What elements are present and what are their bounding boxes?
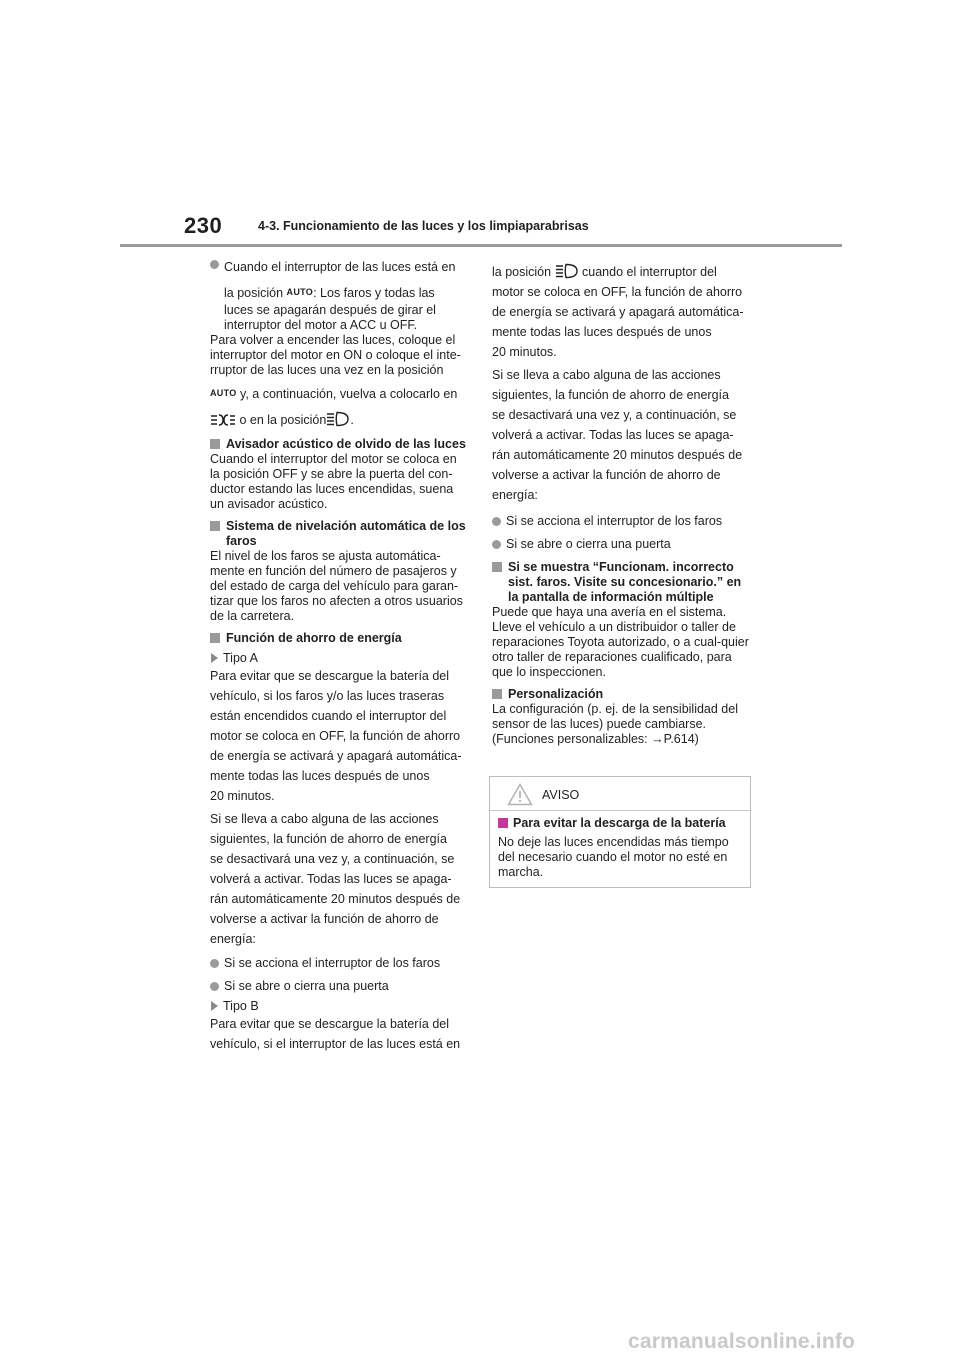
text-line: siguientes, la función de ahorro de energía bbox=[210, 832, 447, 846]
paragraph: Puede que haya una avería en el sistema. Lleve el vehículo a un distribuidor o taller de reparaciones Toyota autorizado, o a cual-quier otro taller de reparaciones cualificado, para que lo inspeccionen. bbox=[492, 605, 749, 679]
text-line: siguientes, la función de ahorro de energía bbox=[492, 388, 729, 402]
text-line: están encendidos cuando el interruptor del bbox=[210, 709, 447, 723]
right-column bbox=[492, 262, 750, 747]
paragraph bbox=[210, 809, 468, 949]
text-line: mente todas las luces después de unos bbox=[210, 769, 430, 783]
square-bullet-icon bbox=[210, 633, 220, 643]
square-bullet-icon bbox=[492, 562, 502, 572]
parking-lights-icon bbox=[210, 413, 236, 427]
warning-label: AVISO bbox=[542, 788, 580, 802]
auto-position-icon: AUTO bbox=[286, 287, 314, 297]
heading-text: Si se muestra “Funcionam. incorrecto sist. faros. Visite su concesionario.” en la pantalla de información múltiple bbox=[508, 560, 742, 604]
warning-header bbox=[490, 777, 750, 811]
section-heading bbox=[492, 687, 750, 702]
sub-heading-text: Tipo B bbox=[223, 999, 259, 1013]
triangle-bullet-icon bbox=[211, 653, 218, 663]
heading-text: Avisador acústico de olvido de las luces bbox=[226, 437, 466, 451]
bullet-dot-icon bbox=[492, 540, 501, 549]
sub-heading bbox=[210, 999, 468, 1014]
text-line: rán automáticamente 20 minutos después de bbox=[210, 892, 461, 906]
text-line: volverá a activar. Todas las luces se apaga- bbox=[492, 428, 734, 442]
heading-text: Sistema de nivelación automática de los faros bbox=[226, 519, 466, 548]
text-fragment: la posición bbox=[224, 286, 287, 300]
text-fragment: : Los faros y todas las bbox=[313, 286, 435, 300]
sub-heading-text: Tipo A bbox=[223, 651, 258, 665]
warning-heading bbox=[498, 816, 744, 831]
paragraph-line bbox=[492, 262, 750, 282]
bullet-continuation: luces se apagarán después de girar el interruptor del motor a ACC u OFF. bbox=[224, 303, 436, 332]
text-line: 20 minutos. bbox=[492, 345, 557, 359]
square-bullet-icon bbox=[210, 439, 220, 449]
warning-triangle-icon bbox=[507, 783, 533, 806]
bullet-item bbox=[210, 257, 468, 277]
header-divider bbox=[120, 244, 842, 247]
text-line: motor se coloca en OFF, la función de ahorro bbox=[210, 729, 461, 743]
bullet-item bbox=[492, 514, 750, 529]
bullet-dot-icon bbox=[210, 260, 219, 269]
bullet-item bbox=[492, 537, 750, 552]
headlight-icon bbox=[326, 411, 350, 427]
text-line: mente todas las luces después de unos bbox=[492, 325, 712, 339]
bullet-text: Si se acciona el interruptor de los faros bbox=[224, 956, 441, 970]
text-fragment: y, a continuación, vuelva a colocarlo en bbox=[236, 387, 458, 401]
paragraph bbox=[492, 365, 750, 505]
text-line: volverse a activar la función de ahorro de bbox=[492, 468, 721, 482]
auto-position-icon: AUTO bbox=[210, 388, 237, 398]
headlight-icon bbox=[555, 263, 579, 279]
text-line: se desactivará una vez y, a continuación, se bbox=[210, 852, 455, 866]
bullet-continuation bbox=[210, 282, 468, 303]
paragraph: Cuando el interruptor del motor se coloca en la posición OFF y se abre la puerta del con-ductor estando las luces encendidas, suena un avisador acústico. bbox=[210, 452, 457, 511]
paragraph: La configuración (p. ej. de la sensibilidad del sensor de las luces) puede cambiarse. (Funciones personalizables: →P.614) bbox=[492, 702, 738, 746]
bullet-dot-icon bbox=[210, 982, 219, 991]
bullet-text: Si se abre o cierra una puerta bbox=[224, 979, 389, 993]
section-heading bbox=[210, 519, 468, 549]
paragraph bbox=[210, 1014, 468, 1054]
text-line: de energía se activará y apagará automática- bbox=[210, 749, 462, 763]
text-line: 20 minutos. bbox=[210, 789, 275, 803]
section-heading bbox=[210, 631, 468, 646]
text-line: energía: bbox=[210, 932, 256, 946]
section-heading bbox=[492, 560, 750, 605]
text-line: de energía se activará y apagará automática- bbox=[492, 305, 744, 319]
text-line: Si se lleva a cabo alguna de las acciones bbox=[210, 812, 439, 826]
text-fragment: la posición bbox=[492, 265, 555, 279]
paragraph: El nivel de los faros se ajusta automática-mente en función del número de pasajeros y del estado de carga del vehículo para garan-tizar que los faros no afecten a otros usuarios de la carretera. bbox=[210, 549, 463, 623]
text-line: energía: bbox=[492, 488, 538, 502]
paragraph-line bbox=[210, 410, 468, 430]
warning-body bbox=[490, 811, 750, 880]
site-watermark: carmanualsonline.info bbox=[628, 1330, 856, 1353]
bullet-item bbox=[210, 979, 468, 994]
square-bullet-icon bbox=[492, 689, 502, 699]
paragraph bbox=[210, 666, 468, 806]
text-line: vehículo, si los faros y/o las luces traseras bbox=[210, 689, 445, 703]
bullet-text: Cuando el interruptor de las luces está en bbox=[224, 260, 456, 274]
warning-text: No deje las luces encendidas más tiempo del necesario cuando el motor no esté en marcha. bbox=[498, 835, 729, 879]
heading-text: Personalización bbox=[508, 687, 604, 701]
paragraph-line bbox=[210, 383, 468, 404]
heading-text: Función de ahorro de energía bbox=[226, 631, 402, 645]
bullet-text: Si se acciona el interruptor de los faros bbox=[506, 514, 723, 528]
text-line: Para evitar que se descargue la batería del bbox=[210, 669, 450, 683]
text-line: vehículo, si el interruptor de las luces está en bbox=[210, 1037, 461, 1051]
text-line: volverse a activar la función de ahorro de bbox=[210, 912, 439, 926]
heading-text: Para evitar la descarga de la batería bbox=[513, 816, 726, 830]
paragraph: Para volver a encender las luces, coloque el interruptor del motor en ON o coloque el inte-rruptor de las luces una vez en la posición bbox=[210, 333, 461, 377]
left-column bbox=[210, 257, 468, 1054]
text-fragment: o en la posición bbox=[236, 413, 327, 427]
text-fragment: cuando el interruptor del bbox=[578, 265, 717, 279]
bullet-text: Si se abre o cierra una puerta bbox=[506, 537, 671, 551]
page-number: 230 bbox=[184, 213, 223, 238]
warning-box bbox=[489, 776, 751, 888]
paragraph bbox=[492, 282, 750, 362]
bullet-dot-icon bbox=[492, 517, 501, 526]
text-line: se desactivará una vez y, a continuación, se bbox=[492, 408, 737, 422]
bullet-item bbox=[210, 956, 468, 971]
bullet-dot-icon bbox=[210, 959, 219, 968]
square-bullet-icon bbox=[498, 818, 508, 828]
text-line: Si se lleva a cabo alguna de las acciones bbox=[492, 368, 721, 382]
section-heading bbox=[210, 437, 468, 452]
text-line: Para evitar que se descargue la batería del bbox=[210, 1017, 450, 1031]
text-line: rán automáticamente 20 minutos después de bbox=[492, 448, 743, 462]
text-line: volverá a activar. Todas las luces se apaga- bbox=[210, 872, 452, 886]
triangle-bullet-icon bbox=[211, 1001, 218, 1011]
text-line: motor se coloca en OFF, la función de ahorro bbox=[492, 285, 743, 299]
text-fragment: . bbox=[350, 413, 354, 427]
section-title: 4-3. Funcionamiento de las luces y los limpiaparabrisas bbox=[258, 219, 589, 233]
sub-heading bbox=[210, 651, 468, 666]
square-bullet-icon bbox=[210, 521, 220, 531]
